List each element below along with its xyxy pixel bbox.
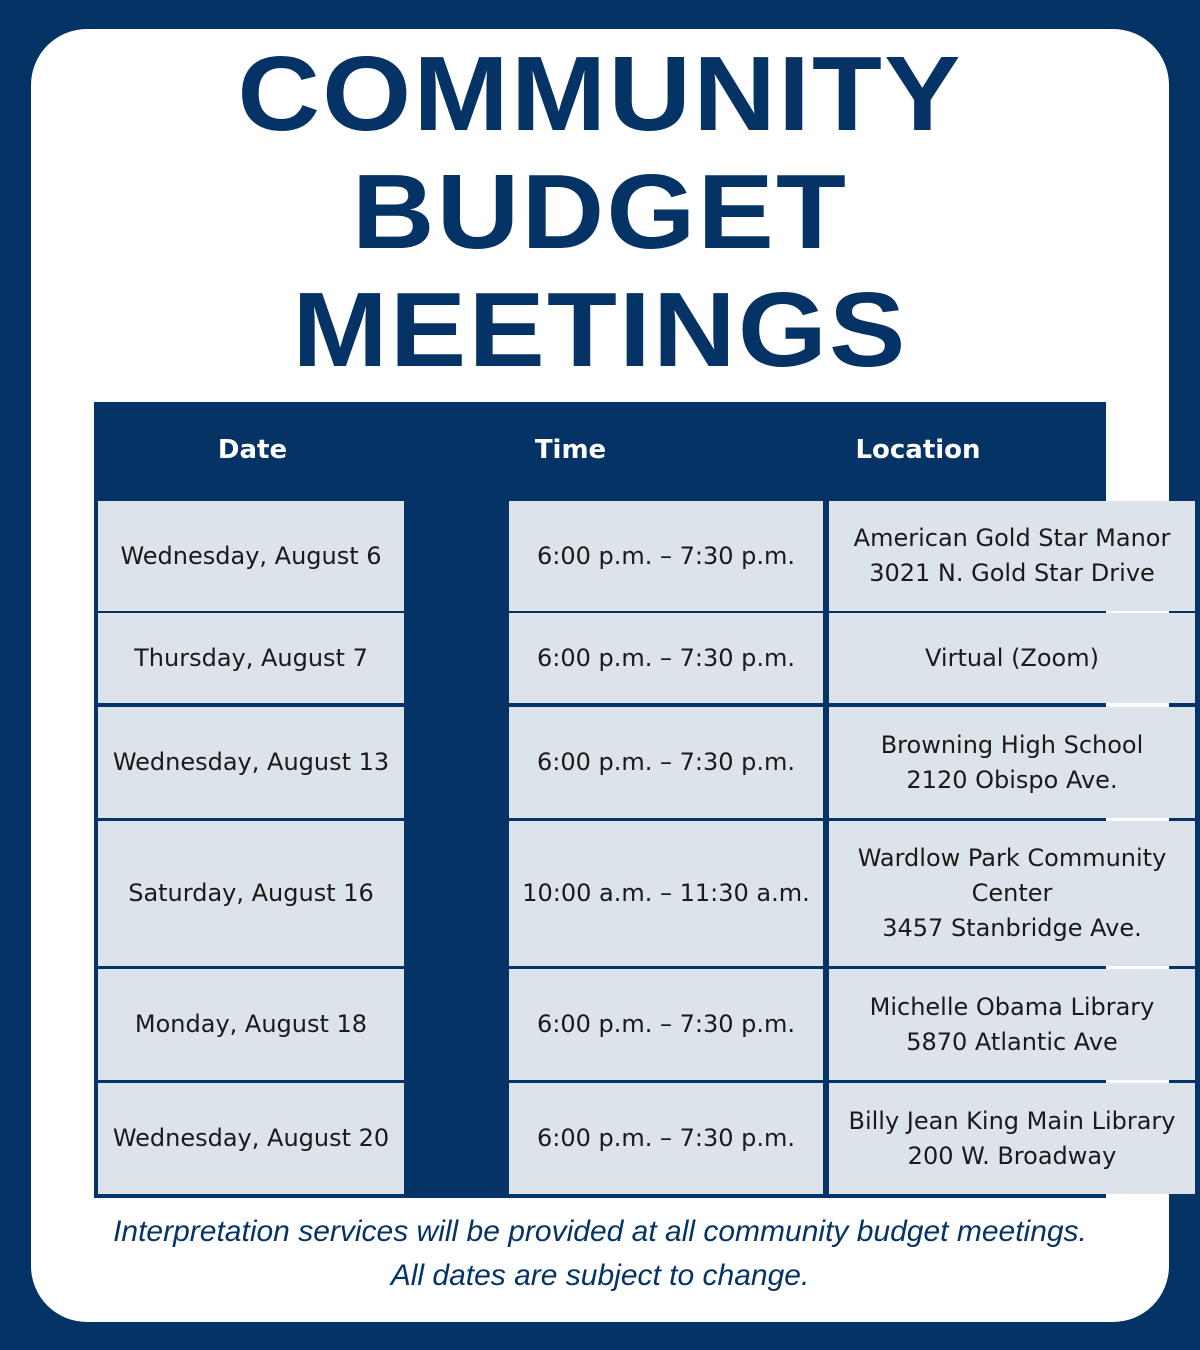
cell-location [829, 707, 1195, 818]
cell-time: 6:00 p.m. – 7:30 p.m. [509, 707, 823, 818]
location-line: 200 W. Broadway [907, 1141, 1117, 1170]
cell-time: 6:00 p.m. – 7:30 p.m. [509, 613, 823, 703]
location-lines [925, 641, 1099, 676]
location-line: American Gold Star Manor [853, 524, 1171, 552]
cell-location [829, 613, 1195, 703]
location-line: Browning High School [880, 730, 1144, 759]
location-lines [870, 990, 1155, 1060]
location-line: 5870 Atlantic Ave [906, 1027, 1118, 1056]
cell-time: 10:00 a.m. – 11:30 a.m. [509, 821, 823, 966]
title-line-1: COMMUNITY [237, 35, 963, 153]
cell-location [829, 1083, 1195, 1194]
location-lines [854, 521, 1171, 591]
meetings-table [94, 402, 1176, 1198]
title-line-2: BUDGET [351, 153, 849, 271]
header-location: Location [855, 435, 981, 465]
location-line: Center [971, 879, 1053, 907]
cell-date: Wednesday, August 13 [98, 707, 404, 818]
cell-time: 6:00 p.m. – 7:30 p.m. [509, 969, 823, 1080]
cell-date: Thursday, August 7 [98, 613, 404, 703]
cell-date: Monday, August 18 [98, 969, 404, 1080]
cell-location [829, 969, 1195, 1080]
cell-time: 6:00 p.m. – 7:30 p.m. [509, 501, 823, 611]
cell-location [829, 821, 1195, 966]
location-line: 3021 N. Gold Star Drive [869, 559, 1155, 587]
cell-date: Saturday, August 16 [98, 821, 404, 966]
cell-date: Wednesday, August 6 [98, 501, 404, 611]
location-lines [848, 1104, 1175, 1174]
cell-time: 6:00 p.m. – 7:30 p.m. [509, 1083, 823, 1194]
location-line: Billy Jean King Main Library [848, 1106, 1176, 1135]
footer-line-2: All dates are subject to change. [390, 1259, 810, 1292]
location-line: 2120 Obispo Ave. [906, 765, 1118, 794]
location-line: Virtual (Zoom) [925, 643, 1099, 672]
location-line: Wardlow Park Community [857, 844, 1167, 872]
table-header-row [94, 402, 1106, 498]
header-date: Date [217, 435, 288, 465]
title-line-3: MEETINGS [292, 271, 908, 389]
location-line: Michelle Obama Library [869, 992, 1155, 1021]
location-line: 3457 Stanbridge Ave. [882, 914, 1142, 942]
footer-note [0, 1210, 1200, 1298]
poster-title [0, 35, 1200, 389]
location-lines [858, 841, 1167, 946]
location-lines [881, 728, 1144, 798]
cell-location [829, 501, 1195, 611]
cell-date: Wednesday, August 20 [98, 1083, 404, 1194]
header-time: Time [534, 435, 607, 465]
footer-line-1: Interpretation services will be provided at all community budget meetings. [113, 1215, 1087, 1248]
